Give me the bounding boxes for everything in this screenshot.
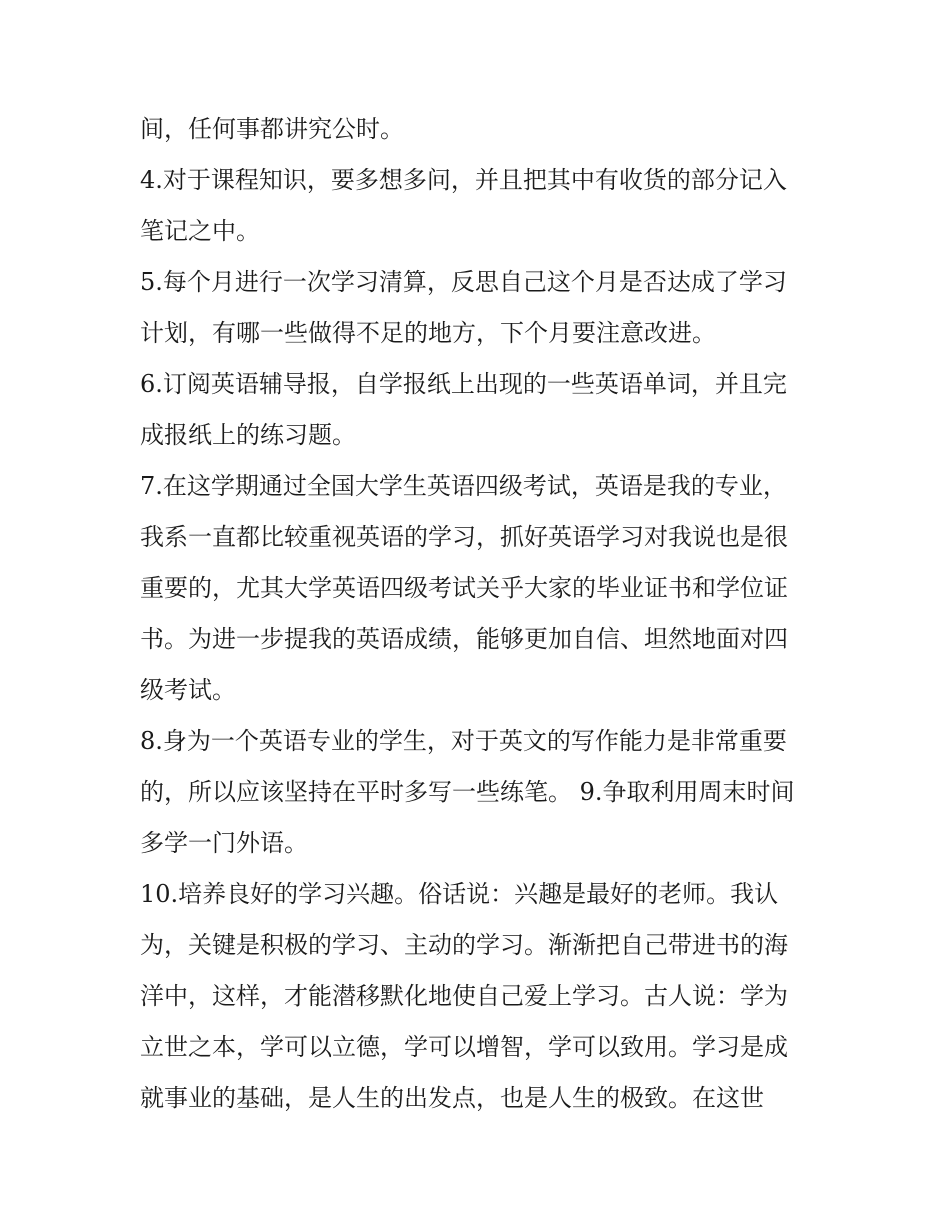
text-line: 笔记之中。 <box>140 217 260 245</box>
text-line: 多学一门外语。 <box>140 829 308 857</box>
text-line: 成报纸上的练习题。 <box>140 421 356 449</box>
text-line: 间，任何事都讲究公时。 <box>140 115 404 143</box>
document-body <box>140 104 830 1124</box>
text-line: 4.对于课程知识，要多想多问，并且把其中有收货的部分记入 <box>140 166 787 194</box>
text-line: 6.订阅英语辅导报，自学报纸上出现的一些英语单词，并且完 <box>140 370 787 398</box>
text-line: 重要的，尤其大学英语四级考试关乎大家的毕业证书和学位证 <box>140 574 788 602</box>
text-line: 5.每个月进行一次学习清算，反思自己这个月是否达成了学习 <box>140 268 787 296</box>
text-line: 洋中，这样，才能潜移默化地使自己爱上学习。古人说：学为 <box>140 982 788 1010</box>
text-line: 为，关键是积极的学习、主动的学习。渐渐把自己带进书的海 <box>140 931 788 959</box>
text-line: 计划，有哪一些做得不足的地方，下个月要注意改进。 <box>140 319 716 347</box>
text-line: 书。为进一步提我的英语成绩，能够更加自信、坦然地面对四 <box>140 625 788 653</box>
text-line: 就事业的基础，是人生的出发点，也是人生的极致。在这世 <box>140 1084 764 1112</box>
text-line: 10.培养良好的学习兴趣。俗话说：兴趣是最好的老师。我认 <box>140 880 779 908</box>
text-line: 7.在这学期通过全国大学生英语四级考试，英语是我的专业， <box>140 472 787 500</box>
text-line: 级考试。 <box>140 676 236 704</box>
text-line: 我系一直都比较重视英语的学习，抓好英语学习对我说也是很 <box>140 523 788 551</box>
text-line: 立世之本，学可以立德，学可以增智，学可以致用。学习是成 <box>140 1033 788 1061</box>
text-line: 的，所以应该坚持在平时多写一些练笔。 9.争取利用周末时间 <box>140 778 795 806</box>
text-line: 8.身为一个英语专业的学生，对于英文的写作能力是非常重要 <box>140 727 787 755</box>
